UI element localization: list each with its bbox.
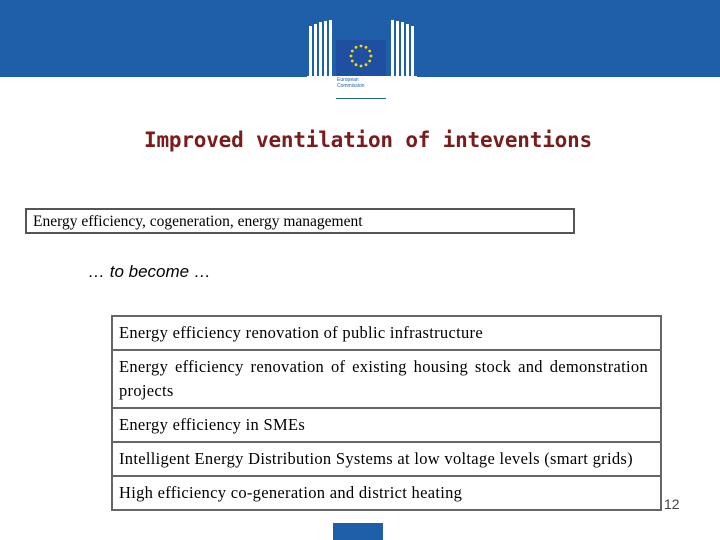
- old-scope-box: Energy efficiency, cogeneration, energy management: [25, 208, 575, 234]
- list-item: Energy efficiency renovation of existing housing stock and demonstration projects: [113, 351, 660, 409]
- footer-tab: [333, 523, 383, 540]
- new-scope-list: [111, 315, 662, 511]
- logo-text-line1: European: [337, 77, 359, 83]
- logo-text: [337, 77, 387, 89]
- list-item: Energy efficiency renovation of public infrastructure: [113, 317, 660, 351]
- page-number: 12: [664, 496, 680, 512]
- list-item: Energy efficiency in SMEs: [113, 409, 660, 443]
- transition-text: … to become …: [88, 262, 211, 281]
- list-item: Intelligent Energy Distribution Systems at low voltage levels (smart grids): [113, 443, 660, 477]
- logo-text-line2: Commission: [337, 83, 365, 89]
- list-item: High efficiency co-generation and district heating: [119, 483, 463, 502]
- slide-title: Improved ventilation of inteventions: [144, 128, 592, 152]
